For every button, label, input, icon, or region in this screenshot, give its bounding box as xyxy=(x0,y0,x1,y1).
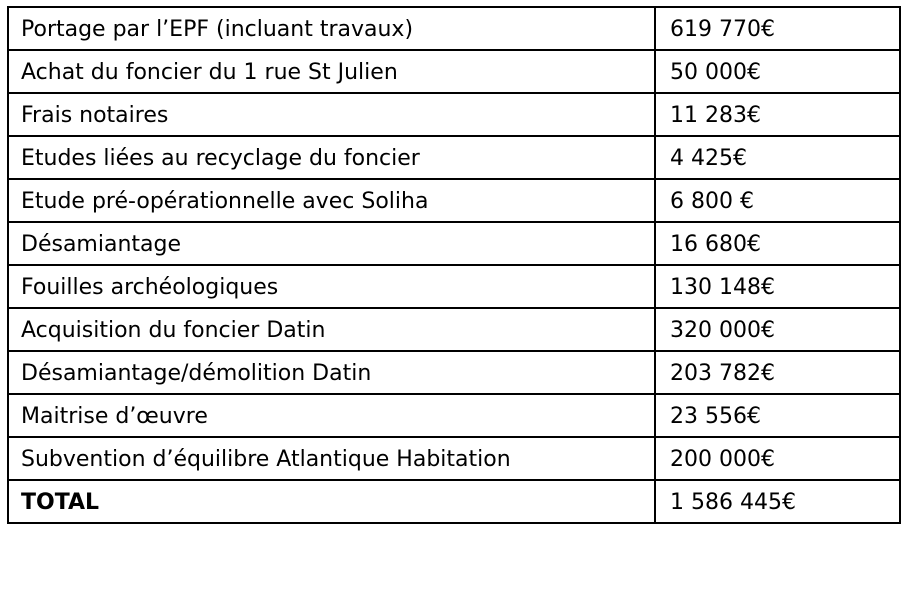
row-label: Achat du foncier du 1 rue St Julien xyxy=(8,50,655,93)
row-amount: 23 556€ xyxy=(655,394,900,437)
table-row xyxy=(8,50,900,93)
row-amount: 16 680€ xyxy=(655,222,900,265)
row-amount: 619 770€ xyxy=(655,7,900,50)
table-row xyxy=(8,222,900,265)
row-label: Portage par l’EPF (incluant travaux) xyxy=(8,7,655,50)
row-amount: 6 800 € xyxy=(655,179,900,222)
table-row xyxy=(8,351,900,394)
table-row xyxy=(8,93,900,136)
row-label: Maitrise d’œuvre xyxy=(8,394,655,437)
row-label: Fouilles archéologiques xyxy=(8,265,655,308)
table-row xyxy=(8,7,900,50)
row-label: Etude pré-opérationnelle avec Soliha xyxy=(8,179,655,222)
row-amount: 200 000€ xyxy=(655,437,900,480)
table-row xyxy=(8,179,900,222)
row-label: Désamiantage/démolition Datin xyxy=(8,351,655,394)
cost-table xyxy=(7,6,901,524)
table-row xyxy=(8,308,900,351)
row-amount: 11 283€ xyxy=(655,93,900,136)
row-label: Etudes liées au recyclage du foncier xyxy=(8,136,655,179)
total-row xyxy=(8,480,900,523)
row-amount: 203 782€ xyxy=(655,351,900,394)
total-label: TOTAL xyxy=(8,480,655,523)
total-amount: 1 586 445€ xyxy=(655,480,900,523)
row-label: Frais notaires xyxy=(8,93,655,136)
row-amount: 320 000€ xyxy=(655,308,900,351)
row-label: Subvention d’équilibre Atlantique Habitation xyxy=(8,437,655,480)
row-amount: 130 148€ xyxy=(655,265,900,308)
table-row xyxy=(8,437,900,480)
row-label: Désamiantage xyxy=(8,222,655,265)
table-row xyxy=(8,394,900,437)
row-amount: 4 425€ xyxy=(655,136,900,179)
table-row xyxy=(8,136,900,179)
table-row xyxy=(8,265,900,308)
row-label: Acquisition du foncier Datin xyxy=(8,308,655,351)
row-amount: 50 000€ xyxy=(655,50,900,93)
